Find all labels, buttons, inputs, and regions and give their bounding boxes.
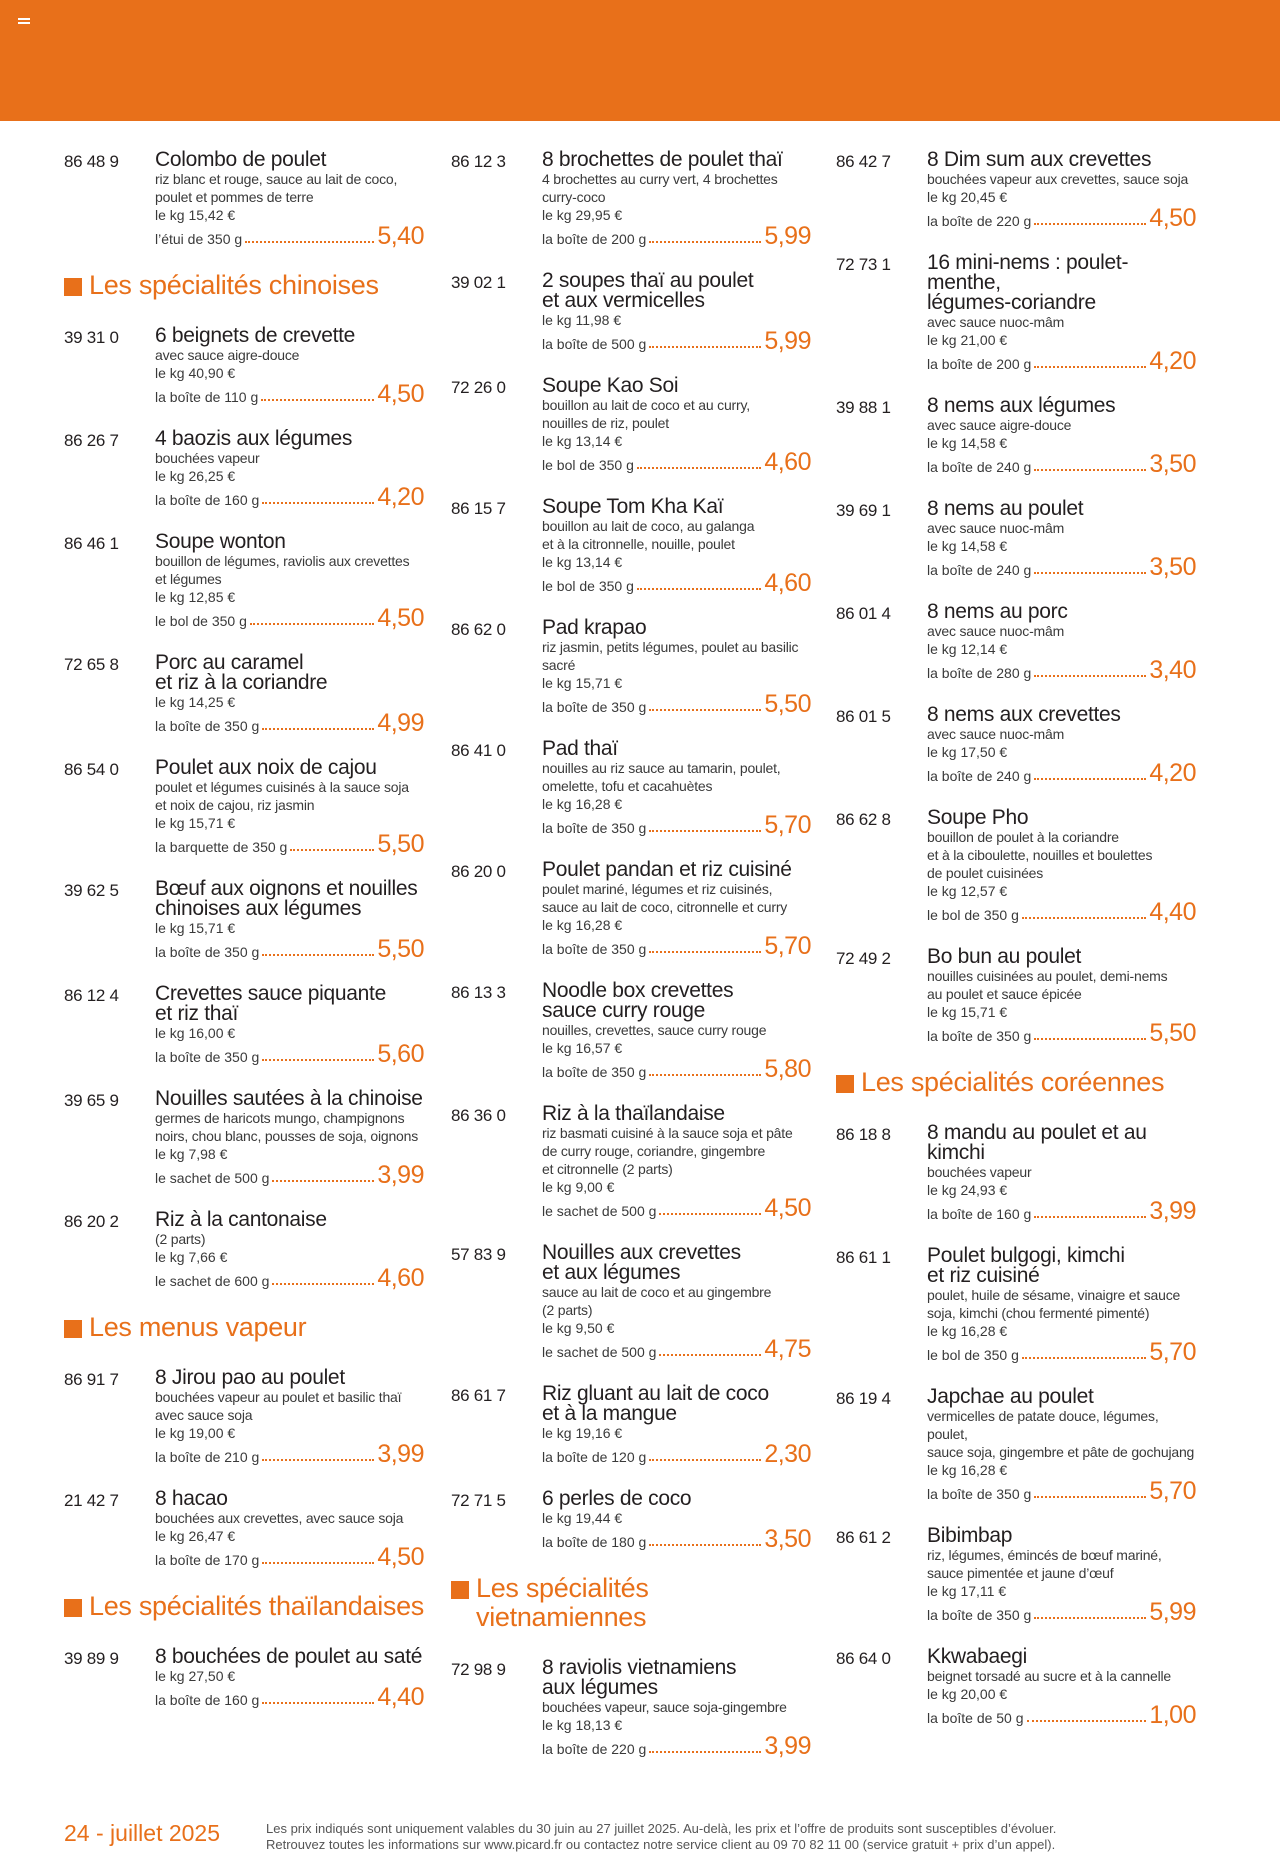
product-title: Nouilles aux crevettes et aux légumes (542, 1241, 741, 1284)
product-title: Porc au caramel et riz à la coriandre (155, 651, 328, 694)
price: 4,60 (764, 569, 811, 597)
package-line: le bol de 350 g 4,60 (542, 569, 811, 597)
price: 5,80 (764, 1055, 811, 1083)
product-description: vermicelles de patate douce, légumes, poulet, sauce soja, gingembre et pâte de gochujang (927, 1408, 1195, 1460)
square-bullet-icon (64, 1599, 82, 1617)
price: 5,99 (1149, 1598, 1196, 1626)
product-code: 86 91 7 (64, 1370, 119, 1389)
product-description: avec sauce aigre-douce (927, 417, 1072, 433)
price-per-kg: le kg 16,28 € (927, 1323, 1008, 1339)
product-code: 86 12 3 (451, 152, 506, 171)
price: 4,20 (377, 483, 424, 511)
price: 5,70 (1149, 1477, 1196, 1505)
product-item (451, 860, 811, 958)
package-line: le sachet de 600 g 4,60 (155, 1264, 424, 1292)
package-line: la boîte de 240 g 3,50 (927, 450, 1196, 478)
price-per-kg: le kg 16,28 € (542, 796, 623, 812)
package-line: l’étui de 350 g 5,40 (155, 222, 424, 250)
price-per-kg: le kg 19,00 € (155, 1425, 236, 1441)
price: 3,50 (1149, 450, 1196, 478)
product-item (451, 271, 811, 353)
product-description: 4 brochettes au curry vert, 4 brochettes curry-coco (542, 171, 778, 205)
product-title: 6 perles de coco (542, 1487, 692, 1510)
product-item (836, 1246, 1196, 1364)
product-item (451, 1658, 811, 1758)
price: 4,60 (377, 1264, 424, 1292)
price: 4,50 (764, 1194, 811, 1222)
product-code: 86 41 0 (451, 741, 506, 760)
product-code: 86 12 4 (64, 986, 119, 1005)
product-item (836, 947, 1196, 1045)
product-description: bouchées aux crevettes, avec sauce soja (155, 1510, 404, 1526)
product-code: 72 49 2 (836, 949, 891, 968)
package-line: la boîte de 120 g 2,30 (542, 1440, 811, 1468)
product-title: 8 Jirou pao au poulet (155, 1366, 345, 1389)
package-line: la boîte de 160 g 3,99 (927, 1197, 1196, 1225)
price: 5,60 (377, 1040, 424, 1068)
square-bullet-icon (64, 278, 82, 296)
package-line: la boîte de 210 g 3,99 (155, 1440, 424, 1468)
product-item (836, 1647, 1196, 1727)
product-code: 86 62 8 (836, 810, 891, 829)
product-code: 72 65 8 (64, 655, 119, 674)
price-per-kg: le kg 9,00 € (542, 1179, 615, 1195)
price-per-kg: le kg 7,66 € (155, 1249, 228, 1265)
product-item (64, 429, 424, 509)
product-item (451, 376, 811, 474)
product-title: 8 nems au porc (927, 600, 1068, 623)
product-item (836, 499, 1196, 579)
product-description: bouchées vapeur au poulet et basilic thaï avec sauce soja (155, 1389, 402, 1423)
price: 2,30 (764, 1440, 811, 1468)
price-per-kg: le kg 26,25 € (155, 468, 236, 484)
package-line: le bol de 350 g 4,40 (927, 898, 1196, 926)
product-title: Riz à la cantonaise (155, 1208, 327, 1231)
product-code: 86 42 7 (836, 152, 891, 171)
product-code: 86 46 1 (64, 534, 119, 553)
product-code: 39 31 0 (64, 328, 119, 347)
product-description: nouilles au riz sauce au tamarin, poulet, omelette, tofu et cacahuètes (542, 760, 781, 794)
column-2 (451, 150, 811, 1781)
package-line: la boîte de 350 g 5,80 (542, 1055, 811, 1083)
price-per-kg: le kg 15,42 € (155, 207, 236, 223)
price: 4,20 (1149, 347, 1196, 375)
product-description: bouchées vapeur (927, 1164, 1032, 1180)
product-item (64, 758, 424, 856)
price-per-kg: le kg 15,71 € (927, 1004, 1008, 1020)
product-item (64, 150, 424, 248)
square-bullet-icon (836, 1075, 854, 1093)
price-per-kg: le kg 12,14 € (927, 641, 1008, 657)
product-code: 86 20 0 (451, 862, 506, 881)
price-per-kg: le kg 13,14 € (542, 433, 623, 449)
product-code: 86 18 8 (836, 1125, 891, 1144)
product-item (451, 150, 811, 248)
product-title: 8 nems aux crevettes (927, 703, 1121, 726)
price-per-kg: le kg 17,50 € (927, 744, 1008, 760)
price: 4,60 (764, 448, 811, 476)
package-line: la boîte de 200 g 4,20 (927, 347, 1196, 375)
package-line: la boîte de 160 g 4,40 (155, 1683, 424, 1711)
price-per-kg: le kg 16,28 € (927, 1462, 1008, 1478)
price-per-kg: le kg 12,85 € (155, 589, 236, 605)
package-line: la boîte de 350 g 5,50 (542, 690, 811, 718)
product-title: Colombo de poulet (155, 148, 327, 171)
product-title: Bo bun au poulet (927, 945, 1082, 968)
price: 4,50 (1149, 204, 1196, 232)
price-per-kg: le kg 24,93 € (927, 1182, 1008, 1198)
price: 3,99 (764, 1732, 811, 1760)
price: 4,40 (377, 1683, 424, 1711)
product-code: 86 15 7 (451, 499, 506, 518)
price-per-kg: le kg 11,98 € (542, 312, 622, 328)
section-heading: Les spécialités thaïlandaises (64, 1592, 424, 1621)
package-line: la boîte de 160 g 4,20 (155, 483, 424, 511)
product-item (451, 618, 811, 716)
product-description: bouillon de poulet à la coriandre et à la ciboulette, nouilles et boulettes de poulet cuisinées (927, 829, 1153, 881)
product-item (836, 808, 1196, 924)
product-title: Pad thaï (542, 737, 618, 760)
product-description: bouchées vapeur aux crevettes, sauce soja (927, 171, 1189, 187)
product-title: Soupe Pho (927, 806, 1029, 829)
price: 1,00 (1149, 1701, 1196, 1729)
package-line: la boîte de 350 g 5,70 (542, 932, 811, 960)
package-line: la boîte de 350 g 5,70 (927, 1477, 1196, 1505)
product-description: riz jasmin, petits légumes, poulet au basilic sacré (542, 639, 799, 673)
price-per-kg: le kg 27,50 € (155, 1668, 236, 1684)
section-heading: Les spécialités chinoises (64, 271, 424, 300)
package-line: le bol de 350 g 4,60 (542, 448, 811, 476)
package-line: la barquette de 350 g 5,50 (155, 830, 424, 858)
product-title: Japchae au poulet (927, 1385, 1094, 1408)
product-title: Poulet bulgogi, kimchi et riz cuisiné (927, 1244, 1125, 1287)
product-item (836, 1526, 1196, 1624)
product-title: 8 Dim sum aux crevettes (927, 148, 1152, 171)
product-title: Soupe Tom Kha Kaï (542, 495, 724, 518)
product-item (451, 739, 811, 837)
price: 5,99 (764, 327, 811, 355)
package-line: la boîte de 220 g 4,50 (927, 204, 1196, 232)
package-line: la boîte de 170 g 4,50 (155, 1543, 424, 1571)
price-per-kg: le kg 14,25 € (155, 694, 236, 710)
price-per-kg: le kg 14,58 € (927, 538, 1008, 554)
product-item (64, 1089, 424, 1187)
section-heading: Les spécialités vietnamiennes (451, 1574, 811, 1632)
package-line: la boîte de 350 g 4,99 (155, 709, 424, 737)
product-code: 39 89 9 (64, 1649, 119, 1668)
price-per-kg: le kg 20,00 € (927, 1686, 1008, 1702)
product-code: 86 13 3 (451, 983, 506, 1002)
product-title: Noodle box crevettes sauce curry rouge (542, 979, 734, 1022)
price: 4,50 (377, 380, 424, 408)
product-item (451, 1243, 811, 1361)
product-item (836, 1123, 1196, 1223)
product-title: Poulet pandan et riz cuisiné (542, 858, 792, 881)
footer (0, 1818, 1280, 1856)
package-line: la boîte de 200 g 5,99 (542, 222, 811, 250)
price-per-kg: le kg 19,16 € (542, 1425, 623, 1441)
product-title: Kkwabaegi (927, 1645, 1028, 1668)
product-description: nouilles cuisinées au poulet, demi-nems au poulet et sauce épicée (927, 968, 1168, 1002)
price-per-kg: le kg 40,90 € (155, 365, 236, 381)
price: 3,50 (764, 1525, 811, 1553)
product-code: 72 26 0 (451, 378, 506, 397)
price-per-kg: le kg 16,00 € (155, 1025, 236, 1041)
price-per-kg: le kg 14,58 € (927, 435, 1008, 451)
product-title: Crevettes sauce piquante et riz thaï (155, 982, 386, 1025)
column-1 (64, 150, 424, 1732)
product-description: poulet, huile de sésame, vinaigre et sauce soja, kimchi (chou fermenté pimenté) (927, 1287, 1181, 1321)
price: 4,50 (377, 1543, 424, 1571)
product-title: Nouilles sautées à la chinoise (155, 1087, 423, 1110)
price: 4,99 (377, 709, 424, 737)
header-banner (0, 0, 1280, 121)
price-per-kg: le kg 16,28 € (542, 917, 623, 933)
product-code: 72 71 5 (451, 1491, 506, 1510)
product-title: 2 soupes thaï au poulet et aux vermicelles (542, 269, 754, 312)
price-per-kg: le kg 12,57 € (927, 883, 1008, 899)
product-code: 86 26 7 (64, 431, 119, 450)
price: 3,40 (1149, 656, 1196, 684)
product-item (836, 602, 1196, 682)
product-description: poulet et légumes cuisinés à la sauce soja et noix de cajou, riz jasmin (155, 779, 409, 813)
square-bullet-icon (451, 1581, 469, 1599)
product-code: 86 62 0 (451, 620, 506, 639)
product-title: 6 beignets de crevette (155, 324, 356, 347)
price: 4,75 (764, 1335, 811, 1363)
package-line: le bol de 350 g 5,70 (927, 1338, 1196, 1366)
product-title: 8 bouchées de poulet au saté (155, 1645, 423, 1668)
product-description: bouillon de légumes, raviolis aux crevettes et légumes (155, 553, 410, 587)
product-title: Bœuf aux oignons et nouilles chinoises aux légumes (155, 877, 418, 920)
price: 5,50 (377, 935, 424, 963)
product-description: avec sauce nuoc-mâm (927, 314, 1065, 330)
product-item (64, 653, 424, 735)
price: 5,70 (1149, 1338, 1196, 1366)
section-heading: Les spécialités coréennes (836, 1068, 1196, 1097)
product-item (64, 1489, 424, 1569)
product-item (836, 705, 1196, 785)
product-title: Riz à la thaïlandaise (542, 1102, 725, 1125)
product-title: 8 nems au poulet (927, 497, 1084, 520)
price: 5,99 (764, 222, 811, 250)
product-item (451, 981, 811, 1081)
product-title: 4 baozis aux légumes (155, 427, 353, 450)
product-description: riz, légumes, émincés de bœuf mariné, sauce pimentée et jaune d’œuf (927, 1547, 1162, 1581)
price-per-kg: le kg 15,71 € (155, 815, 236, 831)
package-line: le sachet de 500 g 3,99 (155, 1161, 424, 1189)
menu-icon[interactable] (18, 18, 30, 26)
product-code: 86 36 0 (451, 1106, 506, 1125)
product-description: poulet mariné, légumes et riz cuisinés, sauce au lait de coco, citronnelle et curry (542, 881, 788, 915)
price-per-kg: le kg 26,47 € (155, 1528, 236, 1544)
product-code: 86 61 2 (836, 1528, 891, 1547)
product-code: 86 48 9 (64, 152, 119, 171)
price: 5,50 (377, 830, 424, 858)
price-per-kg: le kg 17,11 € (927, 1583, 1007, 1599)
product-code: 86 54 0 (64, 760, 119, 779)
product-code: 86 19 4 (836, 1389, 891, 1408)
package-line: la boîte de 500 g 5,99 (542, 327, 811, 355)
product-item (451, 497, 811, 595)
product-title: 8 mandu au poulet et au kimchi (927, 1121, 1147, 1164)
package-line: la boîte de 350 g 5,99 (927, 1598, 1196, 1626)
product-description: riz blanc et rouge, sauce au lait de coco, poulet et pommes de terre (155, 171, 398, 205)
price: 5,70 (764, 811, 811, 839)
package-line: le sachet de 500 g 4,50 (542, 1194, 811, 1222)
product-code: 86 61 1 (836, 1248, 891, 1267)
product-code: 86 01 5 (836, 707, 891, 726)
product-code: 86 20 2 (64, 1212, 119, 1231)
product-item (64, 326, 424, 406)
price-per-kg: le kg 29,95 € (542, 207, 623, 223)
price-per-kg: le kg 15,71 € (155, 920, 236, 936)
product-description: avec sauce nuoc-mâm (927, 726, 1065, 742)
product-item (836, 1387, 1196, 1503)
product-item (64, 1210, 424, 1290)
product-code: 39 65 9 (64, 1091, 119, 1110)
package-line: la boîte de 110 g 4,50 (155, 380, 424, 408)
package-line: la boîte de 220 g 3,99 (542, 1732, 811, 1760)
product-description: bouchées vapeur (155, 450, 260, 466)
product-title: 8 nems aux légumes (927, 394, 1116, 417)
product-code: 57 83 9 (451, 1245, 506, 1264)
product-code: 39 69 1 (836, 501, 891, 520)
product-code: 39 02 1 (451, 273, 506, 292)
section-heading: Les menus vapeur (64, 1313, 424, 1342)
product-title: Poulet aux noix de cajou (155, 756, 377, 779)
price: 5,50 (764, 690, 811, 718)
price-per-kg: le kg 19,44 € (542, 1510, 623, 1526)
price-per-kg: le kg 16,57 € (542, 1040, 623, 1056)
product-item (64, 879, 424, 961)
product-code: 86 01 4 (836, 604, 891, 623)
product-code: 72 98 9 (451, 1660, 506, 1679)
product-description: bouchées vapeur, sauce soja-gingembre (542, 1699, 787, 1715)
product-title: 8 hacao (155, 1487, 228, 1510)
product-item (836, 253, 1196, 373)
product-description: sauce au lait de coco et au gingembre (2 parts) (542, 1284, 772, 1318)
package-line: la boîte de 180 g 3,50 (542, 1525, 811, 1553)
price-per-kg: le kg 20,45 € (927, 189, 1008, 205)
product-item (64, 532, 424, 630)
product-item (836, 396, 1196, 476)
price: 5,70 (764, 932, 811, 960)
product-code: 39 88 1 (836, 398, 891, 417)
product-description: avec sauce nuoc-mâm (927, 623, 1065, 639)
product-description: bouillon au lait de coco et au curry, nouilles de riz, poulet (542, 397, 750, 431)
package-line: la boîte de 50 g 1,00 (927, 1701, 1196, 1729)
product-item (64, 984, 424, 1066)
product-description: beignet torsadé au sucre et à la cannelle (927, 1668, 1171, 1684)
product-title: Riz gluant au lait de coco et à la mangue (542, 1382, 769, 1425)
price: 3,99 (1149, 1197, 1196, 1225)
product-description: (2 parts) (155, 1231, 206, 1247)
product-item (451, 1384, 811, 1466)
product-title: Soupe Kao Soi (542, 374, 679, 397)
package-line: le bol de 350 g 4,50 (155, 604, 424, 632)
price-per-kg: le kg 7,98 € (155, 1146, 228, 1162)
price: 5,40 (377, 222, 424, 250)
product-description: avec sauce aigre-douce (155, 347, 300, 363)
package-line: la boîte de 350 g 5,50 (927, 1019, 1196, 1047)
product-code: 86 64 0 (836, 1649, 891, 1668)
package-line: la boîte de 240 g 3,50 (927, 553, 1196, 581)
package-line: la boîte de 350 g 5,70 (542, 811, 811, 839)
product-code: 86 61 7 (451, 1386, 506, 1405)
price-per-kg: le kg 13,14 € (542, 554, 623, 570)
product-item (64, 1368, 424, 1466)
product-description: nouilles, crevettes, sauce curry rouge (542, 1022, 767, 1038)
product-item (451, 1489, 811, 1551)
price: 3,99 (377, 1440, 424, 1468)
package-line: la boîte de 280 g 3,40 (927, 656, 1196, 684)
package-line: la boîte de 240 g 4,20 (927, 759, 1196, 787)
square-bullet-icon (64, 1320, 82, 1338)
product-code: 72 73 1 (836, 255, 891, 274)
price-per-kg: le kg 18,13 € (542, 1717, 623, 1733)
product-description: riz basmati cuisiné à la sauce soja et pâte de curry rouge, coriandre, gingembre et citronnelle (2 parts) (542, 1125, 793, 1177)
price: 4,20 (1149, 759, 1196, 787)
product-code: 21 42 7 (64, 1491, 119, 1510)
product-item (64, 1647, 424, 1709)
product-description: avec sauce nuoc-mâm (927, 520, 1065, 536)
legal-notice: Les prix indiqués sont uniquement valables du 30 juin au 27 juillet 2025. Au-delà, les prix et l’offre de produits sont susceptibles d’évoluer. Retrouvez toutes les informations sur www.picard.fr ou contactez notre service client au 09 70 82 11 00 (service gratuit + prix d’un appel). (266, 1821, 1057, 1852)
product-item (451, 1104, 811, 1220)
price: 3,50 (1149, 553, 1196, 581)
product-description: bouillon au lait de coco, au galanga et à la citronnelle, nouille, poulet (542, 518, 755, 552)
package-line: la boîte de 350 g 5,60 (155, 1040, 424, 1068)
package-line: la boîte de 350 g 5,50 (155, 935, 424, 963)
price: 4,40 (1149, 898, 1196, 926)
product-title: Soupe wonton (155, 530, 286, 553)
product-description: germes de haricots mungo, champignons noirs, chou blanc, pousses de soja, oignons (155, 1110, 419, 1144)
price-per-kg: le kg 9,50 € (542, 1320, 615, 1336)
column-3 (836, 150, 1196, 1750)
price-per-kg: le kg 15,71 € (542, 675, 623, 691)
product-title: Pad krapao (542, 616, 647, 639)
product-title: 16 mini-nems : poulet-menthe, légumes-coriandre (927, 251, 1129, 314)
product-title: 8 brochettes de poulet thaï (542, 148, 783, 171)
product-title: 8 raviolis vietnamiens aux légumes (542, 1656, 737, 1699)
product-code: 39 62 5 (64, 881, 119, 900)
product-title: Bibimbap (927, 1524, 1013, 1547)
price: 3,99 (377, 1161, 424, 1189)
page-number: 24 - juillet 2025 (64, 1820, 221, 1846)
price-per-kg: le kg 21,00 € (927, 332, 1008, 348)
product-item (836, 150, 1196, 230)
price: 5,50 (1149, 1019, 1196, 1047)
package-line: le sachet de 500 g 4,75 (542, 1335, 811, 1363)
price: 4,50 (377, 604, 424, 632)
